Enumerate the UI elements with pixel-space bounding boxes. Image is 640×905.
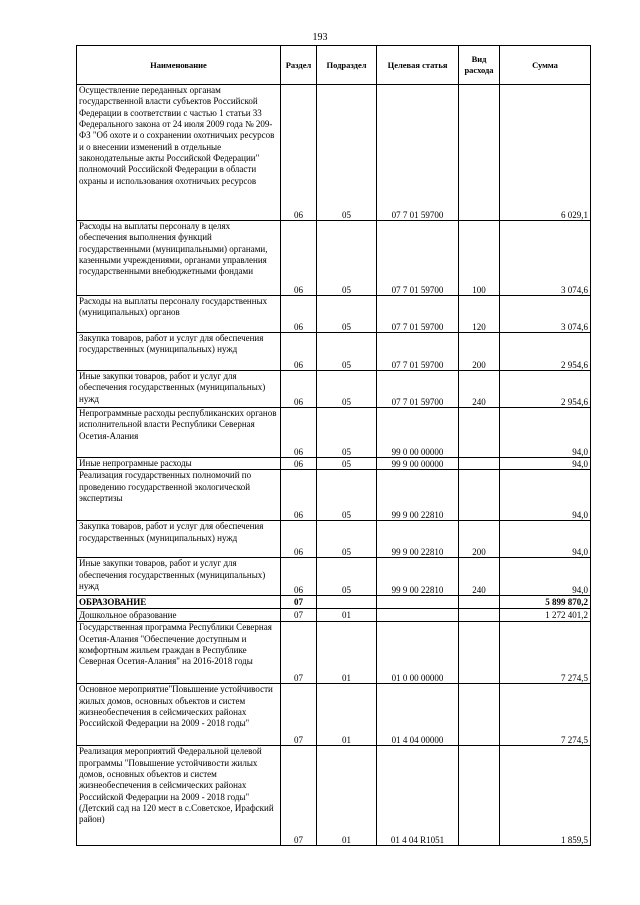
table-row (77, 458, 591, 470)
row-expense-type (459, 458, 500, 470)
table-row (77, 221, 591, 296)
row-subsection: 01 (317, 622, 377, 684)
row-subsection: 05 (317, 371, 377, 408)
row-section: 06 (281, 371, 317, 408)
row-target: 01 4 04 00000 (377, 684, 459, 746)
row-target: 07 7 01 59700 (377, 296, 459, 333)
row-target (377, 609, 459, 622)
row-target: 01 4 04 R1051 (377, 746, 459, 846)
table-row (77, 609, 591, 622)
row-expense-type: 120 (459, 296, 500, 333)
row-amount: 2 954,6 (500, 333, 591, 371)
row-name-text: Расходы на выплаты персоналу в целях обеспечения выполнения функций государственными (муниципальными) органами, казенными учреждениями, органами управления государственными внебюджетными фондами (79, 221, 268, 277)
row-name-text: Осуществление переданных органам государственной власти субъектов Российской Федерации в соответствии с частью 1 статьи 33 Федерального закона от 24 июля 2009 года № 209-ФЗ "Об охоте и о сохранении охотничьих ресурсов и о внесении изменений в отдельные законодательные акты Российской Федерации" полномочий Российской Федерации в области охраны и использования охотничьих ресурсов (79, 85, 275, 186)
row-name (77, 458, 281, 470)
row-subsection: 01 (317, 609, 377, 622)
row-name-text: Государственная программа Республики Северная Осетия-Алания "Обеспечение доступным и комфортным жильем граждан в Республике Северная Осетия-Алания" на 2016-2018 годы (79, 622, 272, 667)
header-amount: Сумма (500, 46, 591, 85)
row-section: 06 (281, 296, 317, 333)
row-name-text: Иные закупки товаров, работ и услуг для обеспечения государственных (муниципальных) нужд (79, 371, 266, 404)
row-expense-type: 240 (459, 371, 500, 408)
row-name (77, 408, 281, 458)
row-expense-type (459, 622, 500, 684)
header-subsection: Подраздел (317, 46, 377, 85)
row-name (77, 221, 281, 296)
table-row (77, 408, 591, 458)
header-expense-type: Вид расхода (459, 46, 500, 85)
row-name (77, 746, 281, 846)
budget-table (76, 45, 591, 846)
row-subsection: 05 (317, 85, 377, 221)
row-name-text: Непрограммные расходы республиканских органов исполнительной власти Республики Северная Осетия-Алания (79, 408, 277, 441)
row-section: 06 (281, 408, 317, 458)
row-amount: 1 859,5 (500, 746, 591, 846)
row-name (77, 609, 281, 622)
row-expense-type (459, 408, 500, 458)
row-name (77, 558, 281, 596)
row-subsection: 05 (317, 470, 377, 521)
row-subsection: 05 (317, 558, 377, 596)
row-target: 99 9 00 22810 (377, 558, 459, 596)
row-target: 07 7 01 59700 (377, 221, 459, 296)
row-subsection (317, 596, 377, 609)
table-row (77, 684, 591, 746)
row-target (377, 596, 459, 609)
row-name (77, 596, 281, 609)
row-section: 06 (281, 333, 317, 371)
row-name-text: Реализация мероприятий Федеральной целевой программы "Повышение устойчивости жилых домов, основных объектов и систем жизнеобеспечения в сейсмических районах Российской Федерации на 2009 - 2018 годы" (Детский сад на 120 мест в с.Советское, Ирафский район) (79, 746, 274, 825)
row-expense-type (459, 85, 500, 221)
row-subsection: 05 (317, 408, 377, 458)
row-name (77, 521, 281, 558)
page-number: 193 (312, 32, 328, 43)
row-target: 01 0 00 00000 (377, 622, 459, 684)
row-target: 99 9 00 22810 (377, 470, 459, 521)
row-amount: 2 954,6 (500, 371, 591, 408)
table-row (77, 746, 591, 846)
row-amount: 7 274,5 (500, 622, 591, 684)
header-name: Наименование (77, 46, 281, 85)
table-row (77, 85, 591, 221)
row-subsection: 05 (317, 521, 377, 558)
row-section: 07 (281, 684, 317, 746)
row-amount: 94,0 (500, 408, 591, 458)
row-amount: 5 899 870,2 (500, 596, 591, 609)
row-amount: 7 274,5 (500, 684, 591, 746)
row-target: 07 7 01 59700 (377, 333, 459, 371)
row-subsection: 05 (317, 296, 377, 333)
row-section: 07 (281, 596, 317, 609)
row-target: 99 9 00 22810 (377, 521, 459, 558)
table-row (77, 296, 591, 333)
row-name (77, 296, 281, 333)
row-section: 07 (281, 746, 317, 846)
row-expense-type: 200 (459, 333, 500, 371)
row-expense-type (459, 746, 500, 846)
row-name (77, 684, 281, 746)
row-amount: 94,0 (500, 558, 591, 596)
row-section: 06 (281, 470, 317, 521)
row-subsection: 05 (317, 333, 377, 371)
row-amount: 3 074,6 (500, 296, 591, 333)
row-expense-type (459, 470, 500, 521)
row-section: 06 (281, 221, 317, 296)
row-name-text: Закупка товаров, работ и услуг для обеспечения государственных (муниципальных) нужд (79, 521, 264, 543)
table-row (77, 333, 591, 371)
row-name-text: Основное мероприятие"Повышение устойчивости жилых домов, основных объектов и систем жизнеобеспечения в сейсмических районах Российской Федерации на 2009 - 2018 годы" (79, 684, 273, 729)
row-subsection: 05 (317, 221, 377, 296)
row-target: 99 9 00 00000 (377, 458, 459, 470)
row-section: 06 (281, 521, 317, 558)
row-name (77, 371, 281, 408)
row-amount: 94,0 (500, 521, 591, 558)
row-amount: 6 029,1 (500, 85, 591, 221)
row-expense-type: 240 (459, 558, 500, 596)
row-expense-type: 200 (459, 521, 500, 558)
row-name (77, 622, 281, 684)
header-section: Раздел (281, 46, 317, 85)
row-section: 06 (281, 558, 317, 596)
row-expense-type (459, 609, 500, 622)
row-name-text: Иные закупки товаров, работ и услуг для обеспечения государственных (муниципальных) нужд (79, 558, 266, 591)
header-target: Целевая статья (377, 46, 459, 85)
row-section: 07 (281, 622, 317, 684)
row-expense-type (459, 684, 500, 746)
row-name-text: Иные непрограмные расходы (79, 458, 192, 468)
table-row (77, 558, 591, 596)
table-row (77, 521, 591, 558)
row-target: 07 7 01 59700 (377, 85, 459, 221)
row-name-text: Дошкольное образование (79, 609, 177, 620)
table-row (77, 371, 591, 408)
row-expense-type: 100 (459, 221, 500, 296)
row-section: 07 (281, 609, 317, 622)
row-name-text: Расходы на выплаты персоналу государственных (муниципальных) органов (79, 296, 268, 318)
row-amount: 94,0 (500, 470, 591, 521)
table-row (77, 470, 591, 521)
row-name (77, 85, 281, 221)
row-name-text: Закупка товаров, работ и услуг для обеспечения государственных (муниципальных) нужд (79, 333, 264, 355)
row-name-text: Реализация государственных полномочий по проведению государственной экологической экспертизы (79, 470, 252, 503)
row-amount: 3 074,6 (500, 221, 591, 296)
row-amount: 94,0 (500, 458, 591, 470)
row-subsection: 01 (317, 746, 377, 846)
row-name (77, 333, 281, 371)
row-name-text: ОБРАЗОВАНИЕ (79, 596, 147, 607)
row-target: 99 0 00 00000 (377, 408, 459, 458)
row-name (77, 470, 281, 521)
row-amount: 1 272 401,2 (500, 609, 591, 622)
row-expense-type (459, 596, 500, 609)
row-subsection: 01 (317, 684, 377, 746)
row-subsection: 05 (317, 458, 377, 470)
row-target: 07 7 01 59700 (377, 371, 459, 408)
table-row (77, 622, 591, 684)
row-section: 06 (281, 458, 317, 470)
table-header-row (77, 46, 591, 85)
table-row (77, 596, 591, 609)
row-section: 06 (281, 85, 317, 221)
